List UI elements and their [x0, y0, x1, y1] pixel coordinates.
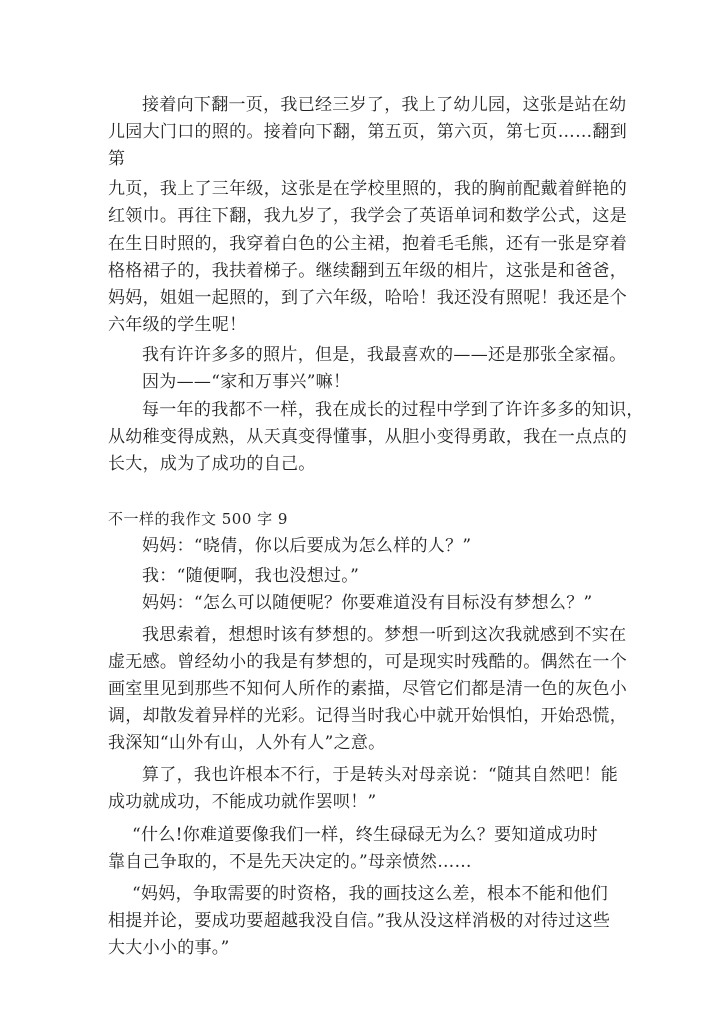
text-line: 在生日时照的，我穿着白色的公主裙，抱着毛毛熊，还有一张是穿着 — [108, 234, 627, 254]
text-line: 成功就成功，不能成功就作罢呗！” — [108, 792, 377, 812]
text-line: 每一年的我都不一样，我在成长的过程中学到了许许多多的知识， — [142, 400, 644, 420]
text-line: 靠自己争取的，不是先天决定的。”母亲愤然…… — [108, 852, 472, 872]
text-line: 妈妈，姐姐一起照的，到了六年级，哈哈！我还没有照呢！我还是个 — [108, 288, 627, 308]
text-line: 长大，成为了成功的自己。 — [108, 454, 316, 474]
dialogue-line: 我：“随便啊，我也没想过。” — [142, 566, 360, 586]
text-line: 第 — [108, 149, 126, 169]
text-line: 调，却散发着异样的光彩。记得当时我心中就开始惧怕，开始恐慌， — [108, 706, 627, 726]
text-line: 六年级的学生呢！ — [108, 315, 247, 335]
text-line: 我有许许多多的照片，但是，我最喜欢的——还是那张全家福。 — [142, 345, 627, 365]
text-line: 从幼稚变得成熟，从天真变得懂事，从胆小变得勇敢，我在一点点的 — [108, 427, 627, 447]
text-line: “什么!你难道要像我们一样，终生碌碌无为么？要知道成功时 — [132, 825, 598, 845]
dialogue-line: 妈妈：“晓倩，你以后要成为怎么样的人？” — [142, 536, 472, 556]
text-line: 我深知“山外有山，人外有人”之意。 — [108, 733, 386, 753]
text-line: 因为——“家和万事兴”嘛！ — [142, 372, 351, 392]
text-line: 红领巾。再往下翻，我九岁了，我学会了英语单词和数学公式，这是 — [108, 206, 627, 226]
text-line: 相提并论，要成功要超越我没自信。”我从没这样消极的对待过这些 — [108, 911, 611, 931]
text-line: 虚无感。曾经幼小的我是有梦想的，可是现实时残酷的。偶然在一个 — [108, 652, 627, 672]
text-line: 接着向下翻一页，我已经三岁了，我上了幼儿园，这张是站在幼 — [142, 95, 627, 115]
text-line: 儿园大门口的照的。接着向下翻，第五页，第六页，第七页……翻到 — [108, 122, 627, 142]
text-line: “妈妈，争取需要的时资格，我的画技这么差，根本不能和他们 — [132, 884, 609, 904]
article-heading: 不一样的我作文 500 字 9 — [108, 510, 288, 528]
text-line: 算了，我也许根本不行，于是转头对母亲说：“随其自然吧！能 — [142, 765, 619, 785]
text-line: 九页，我上了三年级，这张是在学校里照的，我的胸前配戴着鲜艳的 — [108, 179, 627, 199]
text-line: 格格裙子的，我扶着梯子。继续翻到五年级的相片，这张是和爸爸， — [108, 261, 627, 281]
text-line: 大大小小的事。” — [108, 938, 230, 958]
text-line: 画室里见到那些不知何人所作的素描，尽管它们都是清一色的灰色小 — [108, 679, 627, 699]
dialogue-line: 妈妈：“怎么可以随便呢？你要难道没有目标没有梦想么？” — [142, 593, 593, 613]
text-line: 我思索着，想想时该有梦想的。梦想一听到这次我就感到不实在 — [142, 625, 627, 645]
